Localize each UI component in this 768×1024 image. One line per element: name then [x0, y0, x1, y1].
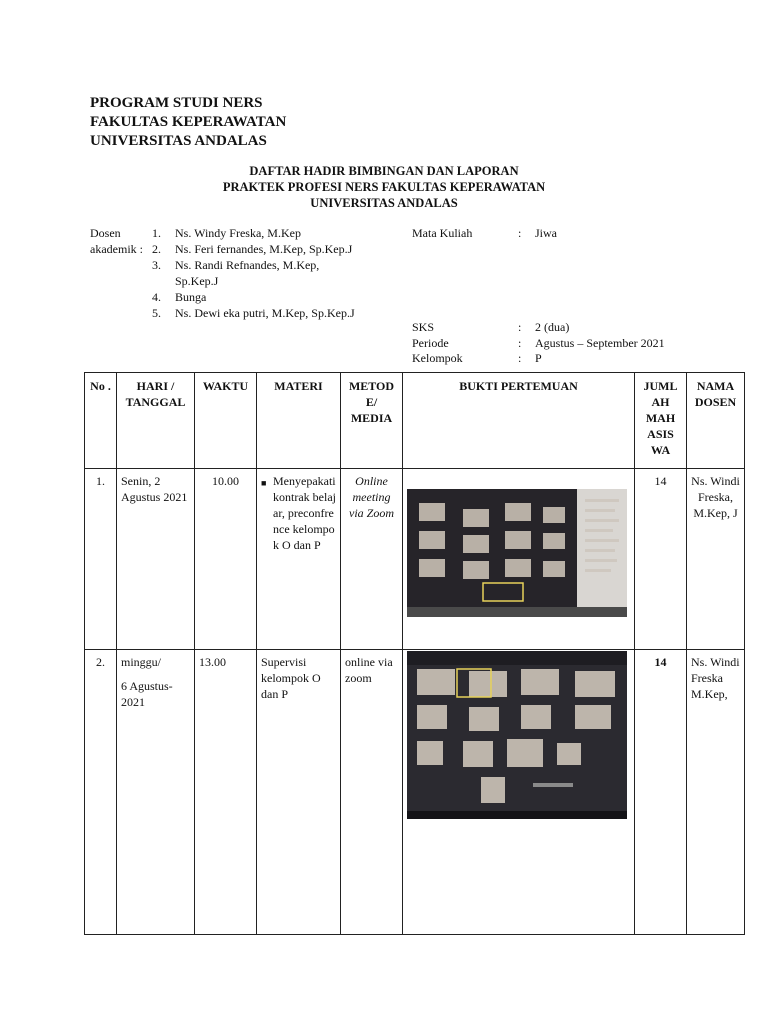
- sks-row: SKS : 2 (dua): [412, 320, 570, 334]
- cell-bukti-pertemuan: [403, 469, 635, 650]
- attendance-table: [84, 372, 745, 935]
- document-title-line-1: DAFTAR HADIR BIMBINGAN DAN LAPORAN: [249, 164, 519, 178]
- zoom-screenshot-image: [407, 651, 627, 819]
- periode-row: Periode : Agustus – September 2021: [412, 336, 665, 350]
- cell-hari-tanggal: Senin, 2 Agustus 2021: [117, 469, 195, 650]
- header-materi: MATERI: [257, 373, 341, 469]
- cell-nama-dosen: Ns. Windi Freska, M.Kep, J: [687, 469, 745, 650]
- dosen-label: Dosen akademik :: [90, 226, 143, 256]
- header-nama-dosen: NAMA DOSEN: [687, 373, 745, 469]
- cell-materi: ■ Menyepakati kontrak belajar, preconfrence kelompok O dan P: [257, 469, 341, 650]
- document-title-line-2: PRAKTEK PROFESI NERS FAKULTAS KEPERAWATAN: [222, 180, 546, 194]
- cell-metode-media: online via zoom: [341, 650, 403, 935]
- cell-nama-dosen: Ns. Windi Freska M.Kep,: [687, 650, 745, 935]
- institution-line-2: FAKULTAS KEPERAWATAN: [90, 114, 287, 130]
- cell-hari-tanggal: minggu/ 6 Agustus-2021: [117, 650, 195, 935]
- cell-metode-media: Online meeting via Zoom: [341, 469, 403, 650]
- cell-jumlah-mahasiswa: 14: [635, 469, 687, 650]
- cell-bukti-pertemuan: [403, 650, 635, 935]
- header-hari-tanggal: HARI / TANGGAL: [117, 373, 195, 469]
- cell-waktu: 13.00: [195, 650, 257, 935]
- table-row: [85, 469, 745, 650]
- kelompok-row: Kelompok : P: [412, 351, 542, 365]
- dosen-list: [152, 225, 362, 321]
- header-jumlah-mahasiswa: JUML AH MAH ASIS WA: [635, 373, 687, 469]
- institution-line-3: UNIVERSITAS ANDALAS: [90, 133, 267, 149]
- cell-jumlah-mahasiswa: 14: [635, 650, 687, 935]
- cell-materi: Supervisi kelompok O dan P: [257, 650, 341, 935]
- header-no: No .: [85, 373, 117, 469]
- document-title-line-3: UNIVERSITAS ANDALAS: [310, 196, 458, 210]
- table-header-row: [85, 373, 745, 469]
- dosen-list-item: 1. Ns. Windy Freska, M.Kep: [152, 226, 301, 240]
- institution-line-1: PROGRAM STUDI NERS: [90, 95, 263, 111]
- dosen-list-item: 4. Bunga: [152, 290, 207, 304]
- bullet-icon: ■: [261, 478, 267, 488]
- header-bukti-pertemuan: BUKTI PERTEMUAN: [403, 373, 635, 469]
- header-waktu: WAKTU: [195, 373, 257, 469]
- table-row: [85, 650, 745, 935]
- dosen-list-item: 2. Ns. Feri fernandes, M.Kep, Sp.Kep.J: [152, 242, 353, 256]
- dosen-list-item: 5. Ns. Dewi eka putri, M.Kep, Sp.Kep.J: [152, 306, 355, 320]
- mata-kuliah-row: Mata Kuliah : Jiwa: [412, 226, 557, 240]
- cell-no: 1.: [85, 469, 117, 650]
- dosen-list-item: 3. Ns. Randi Refnandes, M.Kep, Sp.Kep.J: [152, 258, 320, 288]
- zoom-screenshot-image: [407, 489, 627, 617]
- header-metode-media: METOD E/ MEDIA: [341, 373, 403, 469]
- cell-waktu: 10.00: [195, 469, 257, 650]
- document-title: [0, 163, 768, 211]
- institution-header: [90, 94, 286, 151]
- cell-no: 2.: [85, 650, 117, 935]
